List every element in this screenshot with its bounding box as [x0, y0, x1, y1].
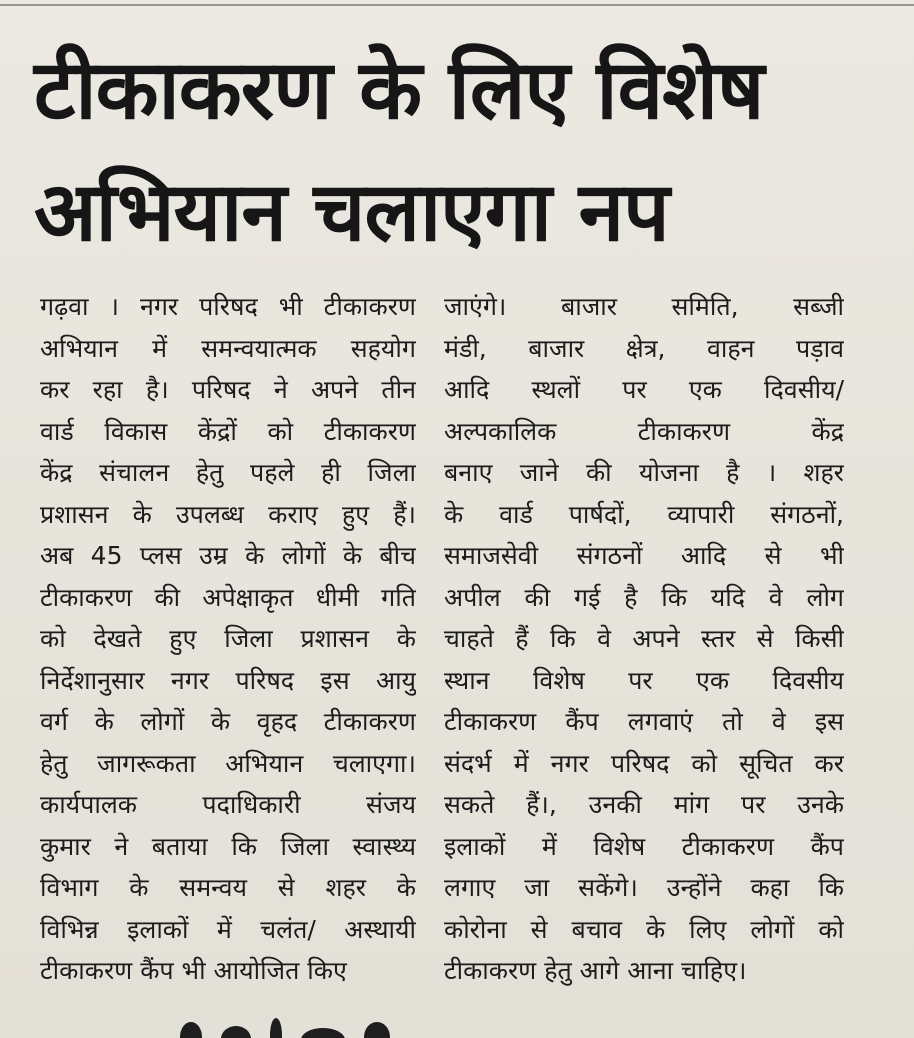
text-line: इलाकों में विशेष टीकाकरण कैंप	[444, 831, 844, 861]
text-line: समाजसेवी संगठनों आदि से भी	[444, 541, 844, 570]
text-line: हेतु जागरूकता अभियान चलाएगा।	[40, 748, 416, 778]
headline-line-1: टीकाकरण के लिए विशेष	[34, 43, 764, 138]
text-line: गढ़वा । नगर परिषद भी टीकाकरण	[40, 292, 416, 321]
text-line: कोरोना से बचाव के लिए लोगों को	[444, 914, 844, 944]
next-headline-bleed	[180, 1018, 600, 1038]
text-line: आदि स्थलों पर एक दिवसीय/	[444, 375, 844, 404]
text-line: अब 45 प्लस उम्र के लोगों के बीच	[40, 541, 416, 570]
top-rule	[0, 4, 914, 6]
text-line: वार्ड विकास केंद्रों को टीकाकरण	[40, 416, 416, 446]
text-line: टीकाकरण हेतु आगे आना चाहिए।	[444, 956, 747, 985]
text-line: अपील की गई है कि यदि वे लोग	[444, 582, 844, 612]
text-line: सकते हैं।, उनकी मांग पर उनके	[444, 790, 844, 819]
text-line: टीकाकरण कैंप लगवाएं तो वे इस	[444, 707, 844, 736]
text-line: वर्ग के लोगों के वृहद टीकाकरण	[40, 707, 416, 736]
text-line: स्थान विशेष पर एक दिवसीय	[444, 665, 844, 695]
text-line: टीकाकरण की अपेक्षाकृत धीमी गति	[40, 582, 416, 612]
article-column-left	[40, 286, 416, 992]
text-line: जाएंगे। बाजार समिति, सब्जी	[444, 292, 844, 321]
text-line: कर रहा है। परिषद ने अपने तीन	[40, 375, 416, 404]
headline-line-2: अभियान चलाएगा नप	[34, 165, 669, 260]
text-line: केंद्र संचालन हेतु पहले ही जिला	[40, 458, 416, 487]
text-line: विभिन्न इलाकों में चलंत/ अस्थायी	[40, 914, 416, 944]
text-line: को देखते हुए जिला प्रशासन के	[40, 624, 416, 653]
text-line: विभाग के समन्वय से शहर के	[40, 873, 416, 902]
text-line: चाहते हैं कि वे अपने स्तर से किसी	[444, 624, 844, 653]
text-line: अभियान में समन्वयात्मक सहयोग	[40, 333, 416, 363]
text-line: निर्देशानुसार नगर परिषद इस आयु	[40, 665, 416, 695]
text-line: लगाए जा सकेंगे। उन्होंने कहा कि	[444, 873, 844, 902]
text-line: टीकाकरण कैंप भी आयोजित किए	[40, 956, 347, 985]
text-line: कार्यपालक पदाधिकारी संजय	[40, 790, 416, 819]
text-line: के वार्ड पार्षदों, व्यापारी संगठनों,	[444, 499, 844, 529]
text-line: अल्पकालिक टीकाकरण केंद्र	[444, 416, 844, 446]
text-line: संदर्भ में नगर परिषद को सूचित कर	[444, 748, 844, 778]
text-line: कुमार ने बताया कि जिला स्वास्थ्य	[40, 831, 416, 861]
text-line: बनाए जाने की योजना है । शहर	[444, 458, 844, 487]
text-line: प्रशासन के उपलब्ध कराए हुए हैं।	[40, 499, 416, 529]
article-column-right	[444, 286, 844, 992]
headline	[34, 30, 894, 274]
text-line: मंडी, बाजार क्षेत्र, वाहन पड़ाव	[444, 333, 844, 363]
